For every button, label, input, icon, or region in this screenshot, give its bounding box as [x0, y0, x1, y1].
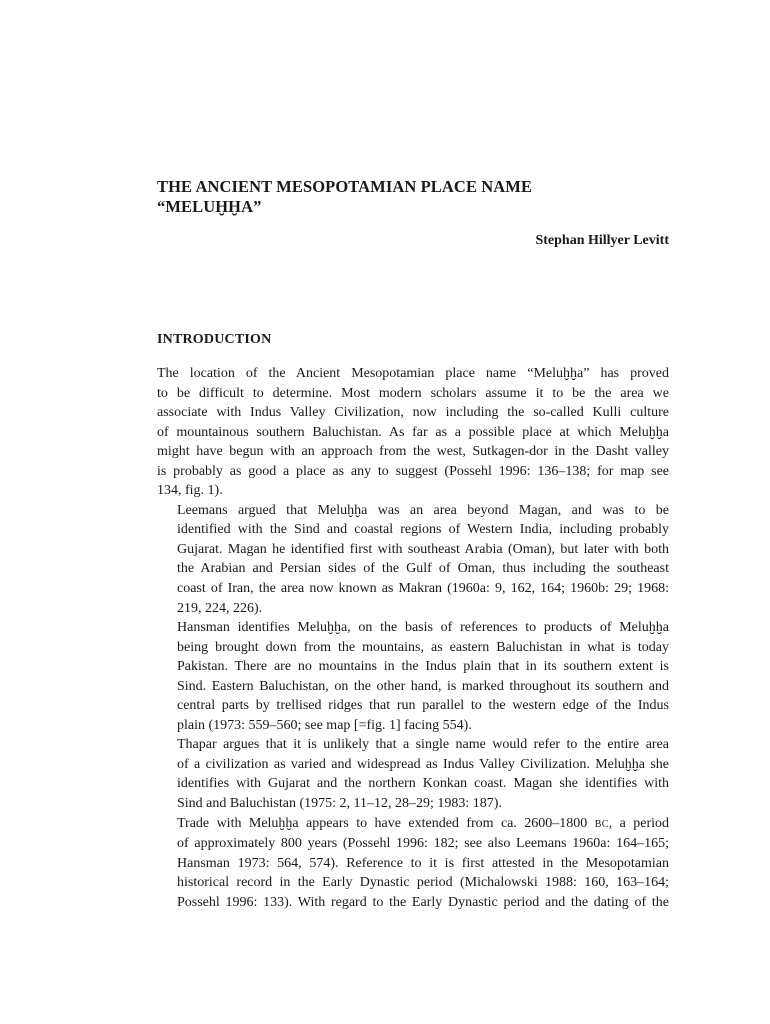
- paragraph-5: [157, 814, 669, 913]
- text-line: The location of the Ancient Mesopotamian place name “Meluḫḫa” has proved: [157, 366, 669, 381]
- text-line: the Arabian and Persian sides of the Gulf of Oman, thus including the southeast: [177, 561, 669, 577]
- text-fragment: Trade with Meluḫḫa appears to have extended from ca. 2600–1800: [177, 815, 595, 831]
- text-line: of mountainous southern Baluchistan. As far as a possible place at which Meluḫḫa: [157, 424, 669, 440]
- text-line: plain (1973: 559–560; see map [=fig. 1] facing 554).: [177, 717, 472, 733]
- text-line: might have begun with an approach from the west, Sutkagen-dor in the Dasht valley: [157, 444, 669, 460]
- text-line: of approximately 800 years (Possehl 1996: 182; see also Leemans 1960a: 164–165;: [177, 836, 669, 852]
- text-line: Hansman 1973: 564, 574). Reference to it is first attested in the Mesopotamian: [177, 855, 669, 871]
- text-fragment: , a period: [608, 815, 670, 831]
- paragraph-2: [157, 501, 669, 618]
- text-line: Hansman identifies Meluḫḫa, on the basis of references to products of Meluḫḫa: [177, 620, 669, 636]
- article-title-line-1: THE ANCIENT MESOPOTAMIAN PLACE NAME: [157, 177, 533, 196]
- text-line: Possehl 1996: 133). With regard to the Early Dynastic period and the dating of the: [177, 894, 669, 910]
- text-line: of a civilization as varied and widespread as Indus Valley Civilization. Meluḫḫa she: [177, 756, 669, 772]
- text-line: [157, 814, 669, 835]
- article-title: [157, 177, 669, 217]
- paragraph-1: [157, 364, 669, 501]
- text-line: Sind and Baluchistan (1975: 2, 11–12, 28–29; 1983: 187).: [177, 796, 502, 812]
- author-name: Stephan Hillyer Levitt: [535, 233, 669, 248]
- text-line: is probably as good a place as any to suggest (Possehl 1996: 136–138; for map see: [157, 463, 669, 479]
- text-line: Gujarat. Magan he identified first with southeast Arabia (Oman), but later with both: [177, 541, 669, 557]
- paragraph-4: [157, 735, 669, 813]
- text-line: 134, fig. 1).: [157, 483, 223, 499]
- small-caps-era: BC: [594, 818, 609, 830]
- text-line: central parts by trellised ridges that run parallel to the western edge of the Indus: [177, 698, 669, 714]
- text-line: Pakistan. There are no mountains in the Indus plain that in its southern extent is: [177, 659, 669, 675]
- text-line: Thapar argues that it is unlikely that a single name would refer to the entire area: [177, 737, 669, 753]
- text-line: coast of Iran, the area now known as Makran (1960a: 9, 162, 164; 1960b: 29; 1968:: [177, 581, 669, 597]
- paragraph-3: [157, 618, 669, 735]
- text-line: identified with the Sind and coastal regions of Western India, including probably: [177, 522, 669, 538]
- article-title-line-2: “MELUḪḪA”: [157, 197, 262, 216]
- section-heading: INTRODUCTION: [157, 332, 272, 347]
- text-line: Sind. Eastern Baluchistan, on the other hand, is marked throughout its southern and: [177, 678, 669, 694]
- text-line: 219, 224, 226).: [177, 600, 263, 616]
- text-line: identifies with Gujarat and the northern Konkan coast. Magan she identifies with: [177, 776, 669, 792]
- body-text: [157, 364, 669, 912]
- text-line: Leemans argued that Meluḫḫa was an area beyond Magan, and was to be: [177, 502, 669, 518]
- text-line: historical record in the Early Dynastic period (Michalowski 1988: 160, 163–164;: [177, 875, 669, 891]
- text-line: associate with Indus Valley Civilization, now including the so-called Kulli culture: [157, 405, 669, 421]
- text-line: to be difficult to determine. Most modern scholars assume it to be the area we: [157, 385, 669, 401]
- text-line: being brought down from the mountains, as eastern Baluchistan in what is today: [177, 639, 669, 655]
